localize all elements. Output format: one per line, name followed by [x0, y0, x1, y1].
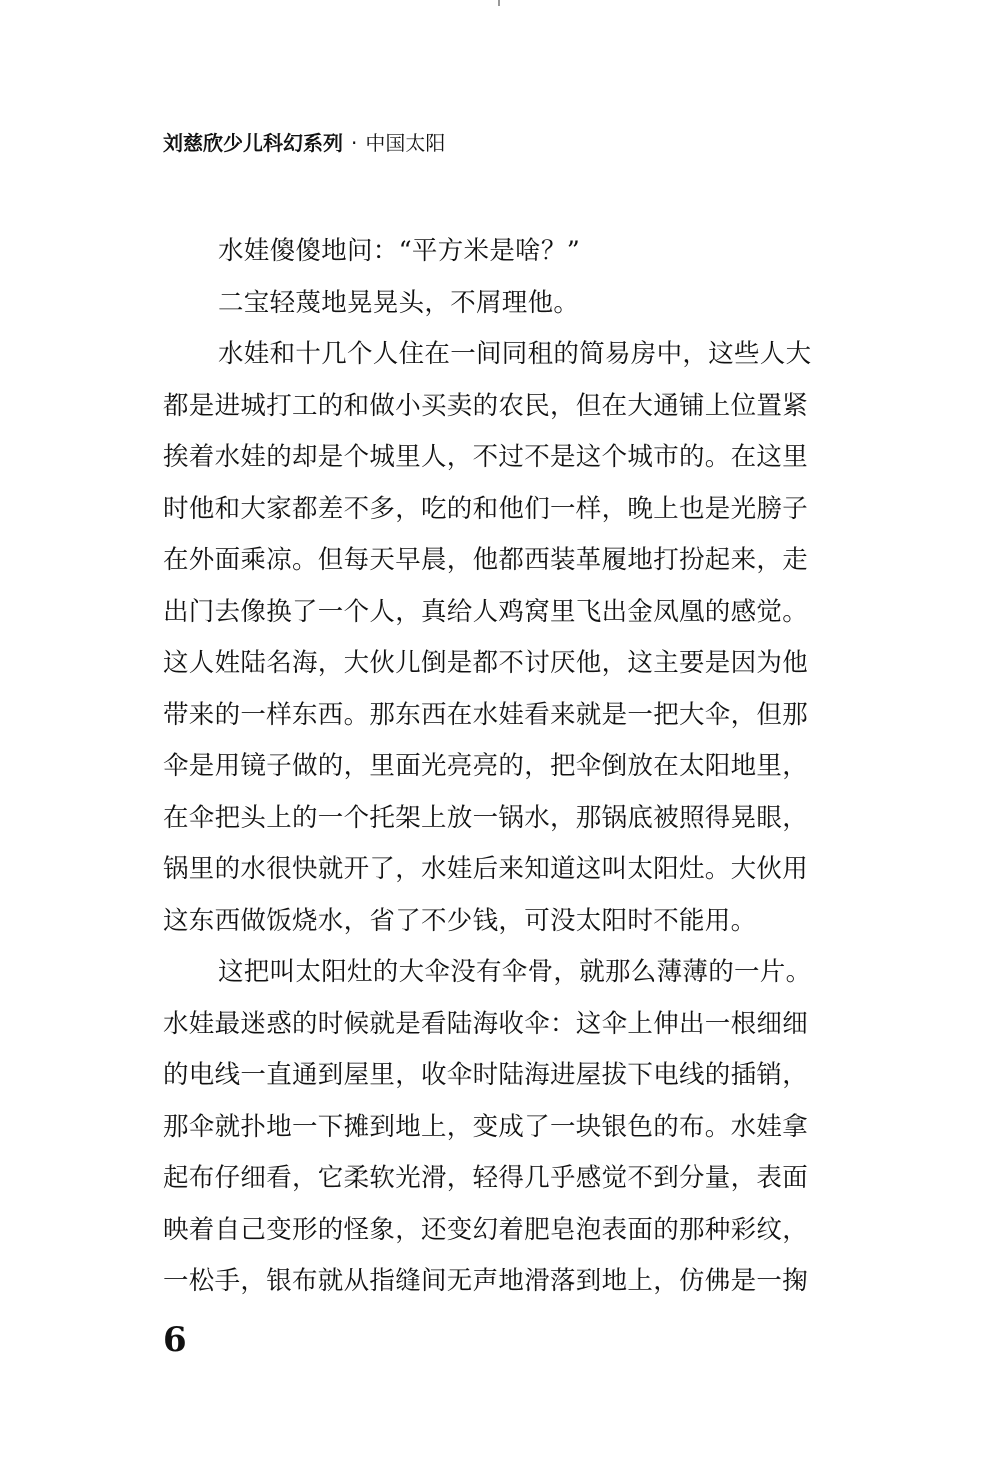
text-line: 水娃最迷惑的时候就是看陆海收伞：这伞上伸出一根细细	[163, 1008, 809, 1039]
text-line: 出门去像换了一个人，真给人鸡窝里飞出金凤凰的感觉。	[163, 596, 809, 627]
top-trim-mark	[498, 0, 500, 6]
page-number: 6	[163, 1320, 187, 1360]
running-header	[163, 126, 445, 160]
text-line: 起布仔细看，它柔软光滑，轻得几乎感觉不到分量，表面	[163, 1163, 809, 1193]
text-line: 伞是用镜子做的，里面光亮亮的，把伞倒放在太阳地里，	[163, 751, 809, 781]
text-line: 挨着水娃的却是个城里人，不过不是这个城市的。在这里	[163, 442, 809, 472]
text-line: 水娃傻傻地问：“平方米是啥？”	[218, 236, 581, 266]
text-line: 那伞就扑地一下摊到地上，变成了一块银色的布。水娃拿	[163, 1111, 809, 1142]
text-line: 的电线一直通到屋里，收伞时陆海进屋拔下电线的插销，	[163, 1060, 809, 1090]
text-line: 这人姓陆名海，大伙儿倒是都不讨厌他，这主要是因为他	[163, 648, 809, 678]
header-series-title: 刘慈欣少儿科幻系列	[163, 131, 343, 155]
header-separator: ·	[351, 131, 358, 155]
text-line: 水娃和十几个人住在一间同租的简易房中，这些人大	[218, 339, 812, 369]
text-line: 时他和大家都差不多，吃的和他们一样，晚上也是光膀子	[163, 493, 809, 524]
text-line: 都是进城打工的和做小买卖的农民，但在大通铺上位置紧	[163, 390, 809, 421]
text-line: 带来的一样东西。那东西在水娃看来就是一把大伞，但那	[163, 699, 809, 730]
text-line: 映着自己变形的怪象，还变幻着肥皂泡表面的那种彩纹，	[163, 1214, 809, 1245]
text-line: 这把叫太阳灶的大伞没有伞骨，就那么薄薄的一片。	[218, 957, 812, 987]
text-line: 一松手，银布就从指缝间无声地滑落到地上，仿佛是一掬	[163, 1266, 809, 1296]
text-line: 这东西做饭烧水，省了不少钱，可没太阳时不能用。	[163, 905, 757, 936]
text-line: 在伞把头上的一个托架上放一锅水，那锅底被照得晃眼，	[163, 802, 809, 833]
text-line: 在外面乘凉。但每天早晨，他都西装革履地打扮起来，走	[163, 545, 809, 575]
header-book-title: 中国太阳	[365, 131, 446, 155]
text-line: 二宝轻蔑地晃晃头，不屑理他。	[218, 287, 580, 318]
text-line: 锅里的水很快就开了，水娃后来知道这叫太阳灶。大伙用	[163, 854, 809, 884]
body-text	[163, 226, 853, 1308]
